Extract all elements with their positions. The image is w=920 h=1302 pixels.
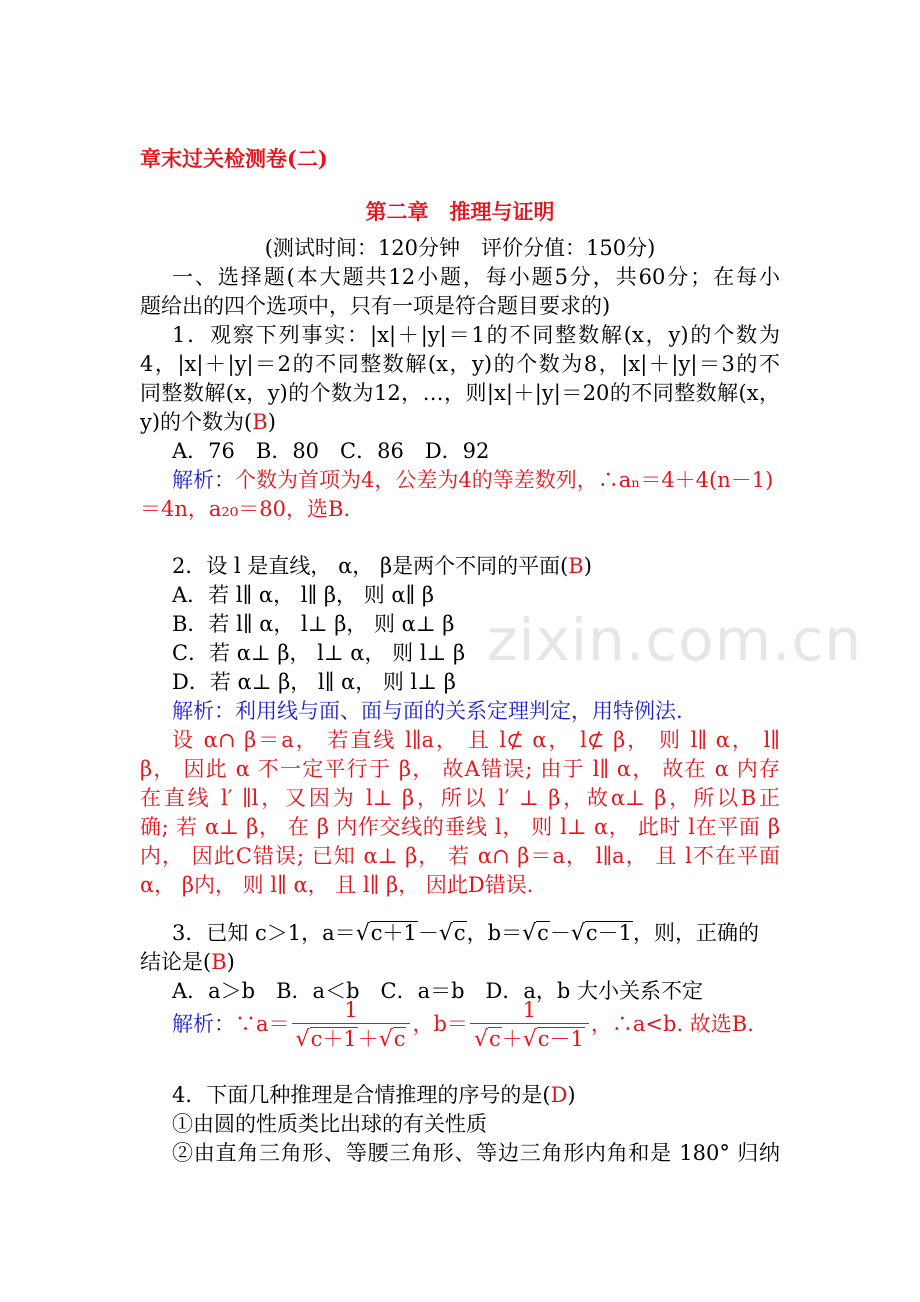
q3-stem-line2 [140, 948, 780, 976]
q4-stem-text: 4．下面几种推理是合情推理的序号的是( [172, 1083, 551, 1107]
radicand: c－1 [537, 1026, 584, 1051]
fraction-denominator: √c＋1＋√c [292, 1023, 411, 1055]
q2-solution-line1: 设 α∩ β＝a， 若直线 l∥a， 且 l⊄ α， l⊄ β， 则 l∥ α， l∥ [172, 728, 780, 752]
test-info: (测试时间：120分钟 评价分值：150分) [264, 236, 656, 260]
q3-fraction-b [470, 997, 589, 1055]
q3-jiexi-label: 解析： [172, 1012, 235, 1036]
q2-option-d: D．若 α⊥ β， l∥ α， 则 l⊥ β [172, 670, 456, 694]
watermark: zixin.com.cn [487, 606, 863, 674]
fraction-numerator: 1 [522, 997, 537, 1022]
q2-stem [172, 552, 812, 580]
q1-solution-text1: 个数为首项为4，公差为4的等差数列，∴aₙ＝4＋4(n－1) [235, 468, 774, 492]
q2-solution-line4: 确; 若 α⊥ β， 在 β 内作交线的垂线 l， 则 l⊥ α， 此时 l在平面 β [140, 815, 780, 839]
q3-comma-b: ，b＝ [412, 1012, 468, 1036]
q1-stem-end: y)的个数为( [140, 410, 253, 434]
plus-sign: ＋ [357, 1026, 379, 1051]
q3-answer: B [211, 950, 227, 974]
q3-radicand-c-minus-1: c－1 [585, 921, 633, 945]
radicand: c [488, 1026, 501, 1051]
q2-solution-intro [172, 697, 812, 725]
q2-paren: ) [583, 554, 592, 578]
q1-line3: 同整数解(x，y)的个数为12，…，则|x|＋|y|＝20的不同整数解(x， [140, 381, 781, 405]
section-instruction-line2: 题给出的四个选项中，只有一项是符合题目要求的) [140, 294, 611, 318]
radicand: c [393, 1026, 406, 1051]
q2-option-a: A．若 l∥ α， l∥ β， 则 α∥ β [172, 583, 435, 607]
q3-stem-end: 结论是( [140, 950, 212, 974]
sqrt-symbol: √ [355, 921, 370, 946]
q1-paren: ) [267, 410, 276, 434]
q2-solution-line3: 在直线 l′ ∥l，又因为 l⊥ β，所以 l′ ⊥ β，故α⊥ β，所以B正 [140, 786, 780, 810]
q2-solution-line5: 内， 因此C错误; 已知 α⊥ β， 若 α∩ β＝a， l∥a， 且 l不在平面 [140, 844, 780, 868]
q2-answer: B [568, 554, 584, 578]
q2-solution-method: 利用线与面、面与面的关系定理判定，用特例法. [235, 699, 683, 723]
q3-solution [172, 994, 780, 1055]
q3-minus: － [417, 921, 439, 945]
sqrt-symbol: √ [570, 921, 585, 946]
q3-radicand-c-plus-1: c＋1 [370, 921, 417, 945]
q3-fraction-a [292, 997, 411, 1055]
sqrt-symbol: √ [522, 921, 537, 946]
q2-jiexi-label: 解析： [172, 699, 235, 723]
q3-stem-text3: ，则，正确的 [633, 921, 760, 945]
chapter-heading: 第二章 推理与证明 [365, 199, 555, 224]
q1-line1: 1．观察下列事实：|x|＋|y|＝1的不同整数解(x，y)的个数为 [172, 323, 780, 347]
q4-stem [172, 1081, 812, 1109]
q2-solution-line2: β， 因此 α 不一定平行于 β， 故A错误; 由于 l∥ α， 故在 α 内存 [140, 757, 780, 781]
q2-solution-line6: α， β内， 则 l∥ α， 且 l∥ β， 因此D错误. [140, 873, 534, 897]
q3-conclusion: ，∴a<b. 故选B. [590, 1012, 754, 1036]
q1-line2: 4，|x|＋|y|＝2的不同整数解(x，y)的个数为8，|x|＋|y|＝3的不 [140, 352, 780, 376]
section-instruction-line1: 一、选择题(本大题共12小题，每小题5分，共60分；在每小 [172, 265, 780, 289]
q4-paren: ) [567, 1083, 576, 1107]
q3-options: A．a＞b B．a＜b C．a＝b D．a，b 大小关系不定 [172, 979, 704, 1003]
q4-answer: D [550, 1083, 568, 1107]
doc-title: 章末过关检测卷(二) [140, 146, 328, 171]
q1-line4 [140, 408, 780, 436]
q3-stem-text2: ，b＝ [466, 921, 523, 945]
q3-radicand-c: c [453, 921, 466, 945]
q2-option-b: B．若 l∥ α， l⊥ β， 则 α⊥ β [172, 612, 455, 636]
q1-options: A．76 B．80 C．86 D．92 [172, 439, 490, 463]
q1-jiexi-label: 解析： [172, 468, 235, 492]
q3-stem-text1: 3．已知 c＞1，a＝ [172, 921, 356, 945]
fraction-denominator: √c＋√c－1 [470, 1023, 589, 1055]
q4-item-2: ②由直角三角形、等腰三角形、等边三角形内角和是 180° 归纳 [172, 1141, 780, 1165]
q3-because: ∵a＝ [235, 1012, 290, 1036]
q4-item-1: ①由圆的性质类比出球的有关性质 [172, 1112, 487, 1136]
q2-option-c: C．若 α⊥ β， l⊥ α， 则 l⊥ β [172, 641, 466, 665]
q2-stem-text: 2．设 l 是直线， α， β是两个不同的平面( [172, 554, 569, 578]
sqrt-symbol: √ [438, 921, 453, 946]
q1-solution-line1 [172, 466, 780, 494]
q3-radicand-c2: c [537, 921, 549, 945]
q3-paren: ) [226, 950, 235, 974]
q1-answer: B [252, 410, 268, 434]
plus-sign: ＋ [501, 1026, 523, 1051]
q3-minus2: － [549, 921, 571, 945]
q1-solution-line2: ＝4n，a₂₀＝80，选B. [140, 497, 351, 521]
fraction-numerator: 1 [344, 997, 358, 1022]
q3-stem-line1 [172, 916, 780, 951]
radicand: c＋1 [310, 1026, 357, 1051]
